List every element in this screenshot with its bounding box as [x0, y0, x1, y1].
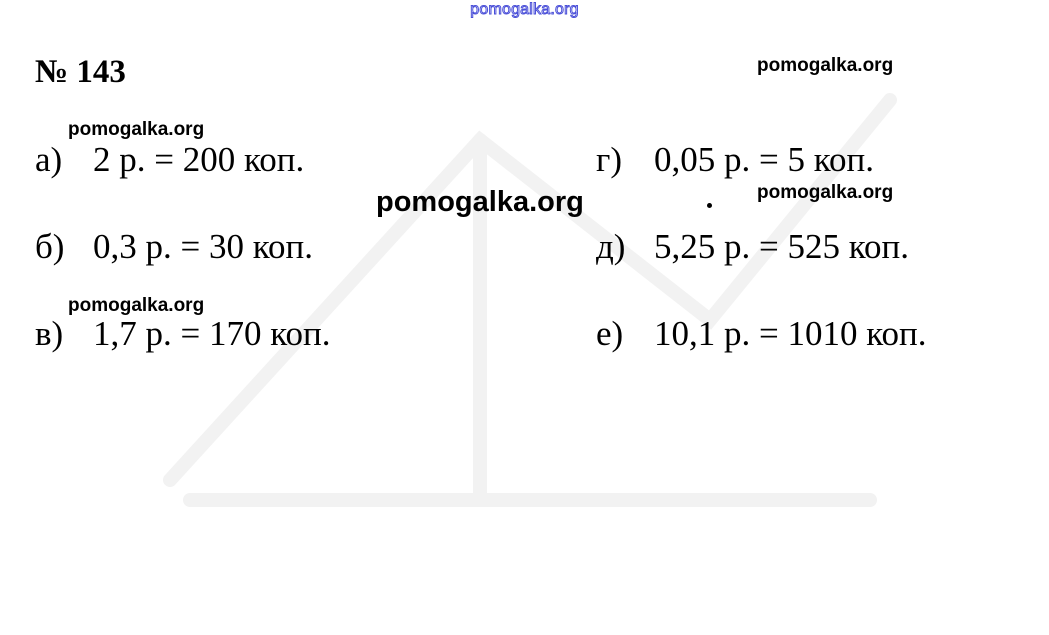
watermark-text: pomogalka.org: [757, 55, 894, 76]
answer-item-v: [35, 314, 330, 354]
item-equation: 0,05 р. = 5 коп.: [654, 140, 874, 179]
answer-item-d: [596, 227, 909, 267]
item-equation: 5,25 р. = 525 коп.: [654, 227, 909, 266]
watermark-text: pomogalka.org: [68, 119, 205, 140]
item-letter: б): [35, 227, 65, 266]
background-watermark-logo: [150, 60, 910, 520]
watermark-text: pomogalka.org: [757, 182, 894, 203]
watermark-text: pomogalka.org: [68, 295, 205, 316]
item-letter: г): [596, 140, 623, 179]
watermark-top: pomogalka.org: [470, 1, 579, 18]
problem-number: № 143: [35, 54, 126, 90]
answer-item-a: [35, 140, 304, 180]
answer-item-e: [596, 314, 926, 354]
item-letter: в): [35, 314, 64, 353]
answer-item-g: [596, 140, 874, 180]
watermark-text: pomogalka.org: [376, 186, 584, 218]
item-letter: е): [596, 314, 624, 353]
stray-dot: [707, 203, 712, 208]
item-letter: а): [35, 140, 63, 179]
item-letter: д): [596, 227, 626, 266]
item-equation: 10,1 р. = 1010 коп.: [654, 314, 927, 353]
answer-item-b: [35, 227, 313, 267]
item-equation: 1,7 р. = 170 коп.: [93, 314, 331, 353]
item-equation: 2 р. = 200 коп.: [93, 140, 305, 179]
item-equation: 0,3 р. = 30 коп.: [93, 227, 313, 266]
